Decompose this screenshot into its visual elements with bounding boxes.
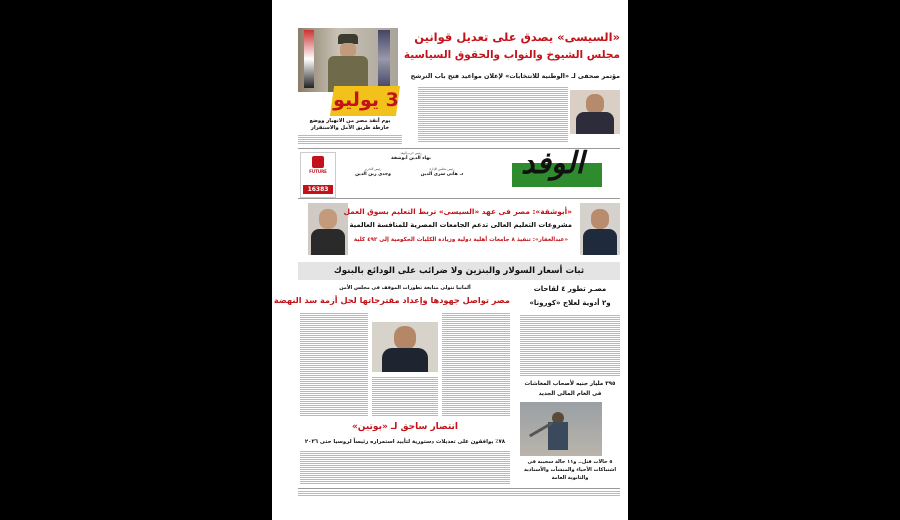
section-two-line3: «عبدالغفار»: تنفيذ ٨ جامعات أهلية دولية وزيادة الكليات الحكومية إلى ٤٩٢ كلية bbox=[353, 237, 569, 243]
vaccines-headline-1: مصـر تطور ٤ لقاحات bbox=[533, 285, 607, 293]
abushaqa-photo bbox=[308, 203, 348, 255]
dam-headline: مصر تواصل جهودها وإعداد مقترحاتها لحل أزمة سد النهضة bbox=[273, 295, 510, 305]
irrigation-minister-photo bbox=[372, 322, 438, 372]
section-two-line2: مشروعات التعليم العالى تدعم الجامعات المصرية للمنافسة العالمية bbox=[349, 221, 572, 229]
vaccines-text bbox=[520, 314, 620, 376]
fuel-banner: ثبات أسعار السولار والبنزين ولا ضرائب على الودائع بالبنوك bbox=[333, 266, 585, 276]
putin-text bbox=[300, 450, 510, 484]
footer-rule bbox=[298, 488, 620, 489]
july-caption-2: خارطة طريق الأمل والاستقرار bbox=[310, 125, 390, 131]
putin-headline: انتصار ساحق لـ «بوتين» bbox=[351, 422, 459, 432]
july-caption-1: يوم أنقذ مصر من الانهيار ووضع bbox=[309, 118, 391, 124]
future-ad-label: FUTURE bbox=[309, 169, 327, 174]
dam-kicker: ألمانيا تتولى متابعة تطورات الموقف فى مجلس الأمن bbox=[339, 285, 471, 291]
top-headline-line1: «السيسى» يصدق على تعديل قوانين bbox=[414, 30, 620, 44]
board-name: د. هانى سرى الدين bbox=[420, 171, 464, 177]
editor-credit bbox=[338, 168, 408, 178]
elections-official-photo bbox=[570, 90, 620, 134]
education-minister-photo bbox=[580, 203, 620, 255]
sisi-army-photo bbox=[298, 28, 398, 92]
street-photo bbox=[520, 402, 602, 456]
board-credit bbox=[402, 168, 482, 178]
top-story-text bbox=[418, 86, 568, 142]
pensions-headline-2: فى العام المالى الجديد bbox=[538, 391, 602, 397]
chairman-name: بهاء الدين أبوشقة bbox=[391, 155, 431, 161]
board-label: رئيس مجلس الإدارة bbox=[429, 167, 455, 171]
putin-subheadline: ٧٨٪ يوافقون على تعديلات دستورية لتأييد استمراره رئيساً لروسيا حتى ٢٠٣٦ bbox=[304, 439, 506, 445]
clashes-note: ٥ حالات قتل.. و١١ حالة سحيبة فى اشتباكات الأحياء والمنشآت والأستاذية والثانوية العامة bbox=[523, 459, 617, 481]
future-ad-number: 16383 bbox=[303, 185, 333, 194]
dam-text-right bbox=[442, 312, 510, 416]
top-headline-line2: مجلس الشيوخ والنواب والحقوق السياسية bbox=[403, 49, 620, 61]
masthead-bottom-rule bbox=[298, 198, 620, 199]
top-subheadline: مؤتمر صحفى لـ «الوطنية للانتخابات» لإعلان مواعيد فتح باب الترشح bbox=[410, 73, 620, 80]
vaccines-headline-2: و٢ أدوية لعلاج «كورونا» bbox=[529, 299, 611, 307]
masthead-credits bbox=[346, 152, 476, 162]
masthead-logo: الوفد bbox=[520, 146, 584, 181]
july-badge-text: 3 يوليو bbox=[333, 89, 399, 111]
footer-text bbox=[298, 490, 620, 496]
july-story-text bbox=[298, 134, 402, 144]
editor-name: وجدى زين الدين bbox=[355, 171, 391, 177]
dam-text-middle bbox=[372, 376, 438, 416]
newspaper-page bbox=[272, 0, 628, 520]
future-ad bbox=[300, 152, 336, 198]
section-two-line1: «أبوشقة»: مصر فى عهد «السيسى» تربط التعليم بسوق العمل bbox=[343, 207, 572, 216]
pensions-headline-1: ٣٩٥ مليار جنيه لأصحاب المعاشات bbox=[524, 381, 616, 387]
editor-label: رئيس التحرير bbox=[364, 167, 382, 171]
dam-text-left bbox=[300, 312, 368, 416]
chairman-label: رئيس حزب الوفد bbox=[400, 151, 422, 155]
